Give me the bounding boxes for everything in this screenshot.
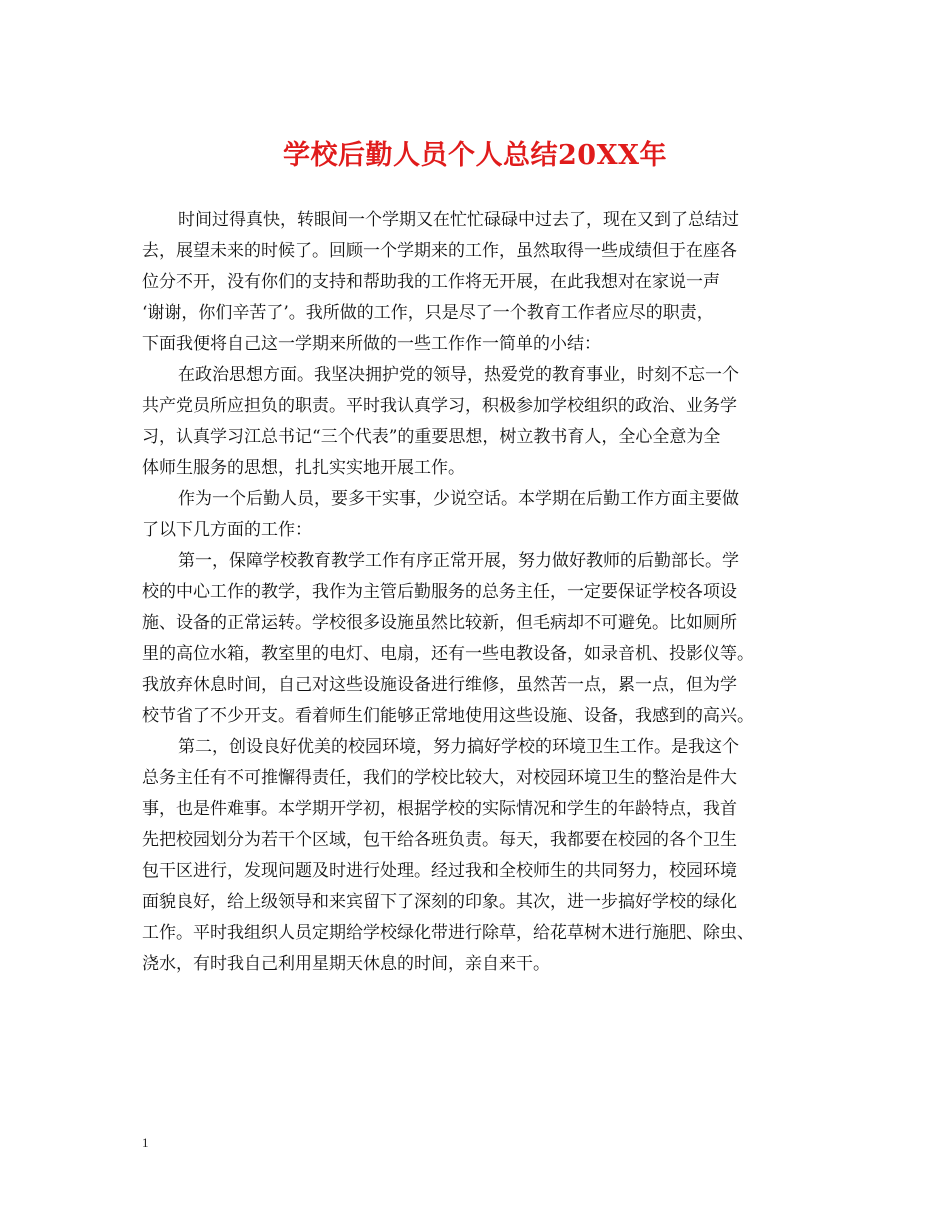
text-line: 里的高位水箱，教室里的电灯、电扇，还有一些电教设备，如录音机、投影仪等。 bbox=[142, 644, 754, 664]
text-line: 了以下几方面的工作： bbox=[142, 520, 312, 540]
text-line: 体师生服务的思想，扎扎实实地开展工作。 bbox=[142, 458, 465, 478]
document-body bbox=[142, 205, 807, 980]
text-line: 浇水，有时我自己利用星期天休息的时间，亲自来干。 bbox=[142, 954, 550, 974]
text-line: 作为一个后勤人员，要多干实事，少说空话。本学期在后勤工作方面主要做 bbox=[178, 489, 739, 509]
text-line: 先把校园划分为若干个区域，包干给各班负责。每天，我都要在校园的各个卫生 bbox=[142, 830, 737, 850]
text-line: 面貌良好，给上级领导和来宾留下了深刻的印象。其次，进一步搞好学校的绿化 bbox=[142, 892, 737, 912]
text-line: 习，认真学习江总书记“三个代表”的重要思想，树立教书育人，全心全意为全 bbox=[142, 427, 721, 447]
document-title: 学校后勤人员个人总结20XX年 bbox=[283, 140, 667, 171]
text-line: 第一，保障学校教育教学工作有序正常开展，努力做好教师的后勤部长。学 bbox=[178, 551, 739, 571]
text-line: 施、设备的正常运转。学校很多设施虽然比较新，但毛病却不可避免。比如厕所 bbox=[142, 613, 737, 633]
text-line: 工作。平时我组织人员定期给学校绿化带进行除草，给花草树木进行施肥、除虫、 bbox=[142, 923, 754, 943]
text-line: ‘谢谢，你们辛苦了’。我所做的工作，只是尽了一个教育工作者应尽的职责， bbox=[142, 303, 714, 323]
text-line: 位分不开，没有你们的支持和帮助我的工作将无开展，在此我想对在家说一声 bbox=[142, 272, 720, 292]
text-line: 我放弃休息时间，自己对这些设施设备进行维修，虽然苦一点，累一点，但为学 bbox=[142, 675, 737, 695]
text-line: 事，也是件难事。本学期开学初，根据学校的实际情况和学生的年龄特点，我首 bbox=[142, 799, 737, 819]
text-line: 在政治思想方面。我坚决拥护党的领导，热爱党的教育事业，时刻不忘一个 bbox=[178, 365, 739, 385]
text-line: 共产党员所应担负的职责。平时我认真学习，积极参加学校组织的政治、业务学 bbox=[142, 396, 737, 416]
text-line: 总务主任有不可推懈得责任，我们的学校比较大，对校园环境卫生的整治是件大 bbox=[142, 768, 737, 788]
text-line: 包干区进行，发现问题及时进行处理。经过我和全校师生的共同努力，校园环境 bbox=[142, 861, 737, 881]
text-line: 第二，创设良好优美的校园环境，努力搞好学校的环境卫生工作。是我这个 bbox=[178, 737, 739, 757]
text-line: 校的中心工作的教学，我作为主管后勤服务的总务主任，一定要保证学校各项设 bbox=[142, 582, 737, 602]
text-line: 校节省了不少开支。看着师生们能够正常地使用这些设施、设备，我感到的高兴。 bbox=[142, 706, 754, 726]
page-number: 1 bbox=[142, 1135, 149, 1150]
text-line: 下面我便将自己这一学期来所做的一些工作作一简单的小结： bbox=[142, 334, 601, 354]
text-line: 时间过得真快，转眼间一个学期又在忙忙碌碌中过去了，现在又到了总结过 bbox=[178, 210, 739, 230]
text-line: 去，展望未来的时候了。回顾一个学期来的工作，虽然取得一些成绩但于在座各 bbox=[142, 241, 737, 261]
